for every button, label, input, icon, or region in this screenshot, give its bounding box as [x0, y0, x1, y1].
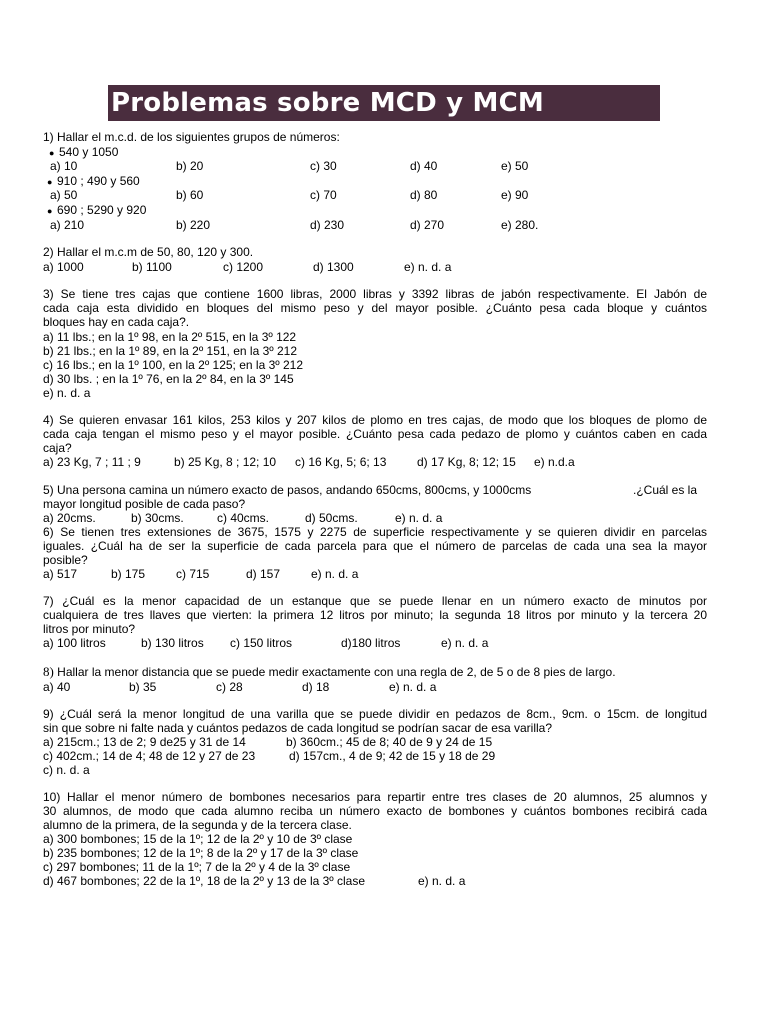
- problem-10-question-line-2: 30 alumnos, de modo que cada alumno reciba un número exacto de bombones y cuántos bombones recibirá cada: [43, 804, 707, 818]
- bullet-icon: ●: [47, 206, 53, 216]
- problem-10-option-a: a) 300 bombones; 15 de la 1º; 12 de la 2º y 10 de 3º clase: [43, 832, 353, 846]
- option-e: e) n. d. a: [311, 567, 359, 581]
- option-a: a) 20cms.: [43, 511, 96, 525]
- problem-3-option-a: a) 11 lbs.; en la 1º 98, en la 2º 515, en la 3º 122: [43, 330, 297, 344]
- problem-6-options: [43, 567, 723, 581]
- problem-3-option-b: b) 21 lbs.; en la 1º 89, en la 2º 151, en la 3º 212: [43, 344, 297, 358]
- option-a: a) 100 litros: [43, 636, 106, 650]
- problem-5-question-line-1: 5) Una persona camina un número exacto de pasos, andando 650cms, 800cms, y 1000cms: [43, 483, 532, 497]
- page-title: Problemas sobre MCD y MCM: [111, 88, 544, 118]
- option-a: a) 23 Kg, 7 ; 11 ; 9: [43, 455, 141, 469]
- problem-10-option-b: b) 235 bombones; 12 de la 1º; 8 de la 2º y 17 de la 3º clase: [43, 846, 359, 860]
- problem-2-options: [43, 260, 723, 274]
- option-b: b) 30cms.: [131, 511, 184, 525]
- problem-3-option-e: e) n. d. a: [43, 386, 91, 400]
- option-c: c) 30: [310, 159, 337, 173]
- option-c: c) 715: [176, 567, 210, 581]
- option-b: b) 130 litros: [141, 636, 204, 650]
- bullet-icon: ●: [47, 177, 53, 187]
- problem-1-group-1: ● 540 y 1050: [49, 145, 119, 159]
- problem-8-options: [43, 680, 723, 694]
- option-c: c) 28: [216, 680, 243, 694]
- problem-4-question-line-2: cada caja tengan el mismo peso y el mayor posible. ¿Cuánto pesa cada pedazo de plomo y cuántos caben en cada: [43, 427, 707, 441]
- option-d: d) 50cms.: [305, 511, 358, 525]
- option-d: d)180 litros: [341, 636, 401, 650]
- title-banner: [108, 85, 660, 121]
- problem-10-question-line-1: 10) Hallar el menor número de bombones necesarios para repartir entre tres clases de 20 alumnos, 25 alumnos y: [43, 790, 707, 804]
- problem-7-options: [43, 636, 723, 650]
- problem-4-question-line-1: 4) Se quieren envasar 161 kilos, 253 kilos y 207 kilos de plomo en tres cajas, de modo que los bloques de plomo de: [43, 413, 707, 427]
- problem-6-question-line-3: posible?: [43, 553, 88, 567]
- option-a: a) 10: [50, 159, 78, 173]
- option-e: e) n. d. a: [395, 511, 443, 525]
- option-c: c) 16 Kg, 5; 6; 13: [295, 455, 387, 469]
- option-d: d) 270: [410, 218, 445, 232]
- option-e: e) 90: [501, 188, 529, 202]
- option-e: e) n. d. a: [389, 680, 437, 694]
- problem-3-question-line-2: cada caja esta dividido en bloques del mismo peso y del mayor posible. ¿Cuánto pesa cada bloque y cuántos: [43, 301, 707, 315]
- option-a: a) 50: [50, 188, 78, 202]
- problem-9-option-b: b) 360cm.; 45 de 8; 40 de 9 y 24 de 15: [286, 735, 493, 749]
- problem-6-question-line-2: iguales. ¿Cuál ha de ser la superficie de cada parcela para que el número de parcelas de cada una sea la mayor: [43, 539, 707, 553]
- option-d: d) 1300: [313, 260, 354, 274]
- problem-2-question: 2) Hallar el m.c.m de 50, 80, 120 y 300.: [43, 245, 254, 259]
- option-e: e) n.d.a: [534, 455, 575, 469]
- problem-3-option-c: c) 16 lbs.; en la 1º 100, en la 2º 125; en la 3º 212: [43, 358, 303, 372]
- option-c: d) 230: [310, 218, 345, 232]
- problem-9-option-c: c) 402cm.; 14 de 4; 48 de 12 y 27 de 23: [43, 749, 256, 763]
- option-d: d) 18: [302, 680, 330, 694]
- option-b: b) 35: [129, 680, 157, 694]
- option-e: e) 50: [501, 159, 529, 173]
- problem-5-options: [43, 511, 723, 525]
- problem-7-question-line-3: litros por minuto?: [43, 622, 136, 636]
- problem-8-number: 8): [43, 664, 54, 679]
- problem-1-group-3: ● 690 ; 5290 y 920: [47, 203, 147, 217]
- option-c: c) 1200: [223, 260, 264, 274]
- problem-4-options: [43, 455, 723, 469]
- option-a: a) 40: [43, 680, 71, 694]
- option-b: b) 175: [111, 567, 146, 581]
- problem-9-option-e: c) n. d. a: [43, 763, 90, 777]
- problem-1-group-2-options: [43, 188, 723, 202]
- option-c: c) 40cms.: [217, 511, 270, 525]
- bullet-icon: ●: [49, 148, 55, 158]
- problem-10-option-c: c) 297 bombones; 11 de la 1º; 7 de la 2º y 4 de la 3º clase: [43, 860, 351, 874]
- option-b: b) 25 Kg, 8 ; 12; 10: [174, 455, 277, 469]
- problem-10-option-e: e) n. d. a: [418, 874, 466, 888]
- option-a: a) 517: [43, 567, 78, 581]
- problem-10-question-line-3: alumno de la primera, de la segunda y de la tercera clase.: [43, 818, 352, 832]
- option-d: d) 80: [410, 188, 438, 202]
- option-d: d) 157: [246, 567, 281, 581]
- option-b: b) 60: [176, 188, 204, 202]
- problem-4-question-line-3: caja?: [43, 441, 72, 455]
- option-d: d) 40: [410, 159, 438, 173]
- problem-9-option-d: d) 157cm., 4 de 9; 42 de 15 y 18 de 29: [289, 749, 496, 763]
- problem-1-group-2: ● 910 ; 490 y 560: [47, 174, 140, 188]
- problem-1-group-1-options: [43, 159, 723, 173]
- option-b: b) 1100: [132, 260, 172, 274]
- problem-9-option-a: a) 215cm.; 13 de 2; 9 de25 y 31 de 14: [43, 735, 246, 749]
- problem-5-question-line-2: mayor longitud posible de cada paso?: [43, 497, 246, 511]
- problem-5-question-line-1-end: .¿Cuál es la: [633, 483, 698, 497]
- problem-6-question-line-1: 6) Se tienen tres extensiones de 3675, 1575 y 2275 de superficie respectivamente y se quieren dividir en parcelas: [43, 525, 707, 539]
- problem-9-question-line-1: 9) ¿Cuál será la menor longitud de una varilla que se puede dividir en pedazos de 8cm., 9cm. o 15cm. de longitud: [43, 707, 707, 721]
- problem-8-question: 8) Hallar la menor distancia que se puede medir exactamente con una regla de 2, de 5 o de 8 pies de largo.: [43, 664, 616, 679]
- problem-7-question-line-2: cualquiera de tres llaves que vierten: la primera 12 litros por minuto; la segunda 18 litros por minuto y la tercera 20: [43, 608, 707, 622]
- problem-3-question-line-3: bloques hay en cada caja?.: [43, 315, 190, 329]
- problem-7-question-line-1: 7) ¿Cuál es la menor capacidad de un estanque que se puede llenar en un número exacto de minutos por: [43, 594, 707, 608]
- option-c: c) 150 litros: [230, 636, 293, 650]
- problem-3-question-line-1: 3) Se tiene tres cajas que contiene 1600 libras, 2000 libras y 3392 libras de jabón respectivamente. El Jabón de: [43, 287, 707, 301]
- option-e: e) n. d. a: [441, 636, 489, 650]
- option-a: a) 1000: [43, 260, 84, 274]
- option-b: b) 20: [176, 159, 204, 173]
- option-e: e) 280.: [501, 218, 539, 232]
- problem-10-option-d: d) 467 bombones; 22 de la 1º, 18 de la 2º y 13 de la 3º clase: [43, 874, 366, 888]
- option-d: d) 17 Kg, 8; 12; 15: [417, 455, 516, 469]
- problem-1-question: 1) Hallar el m.c.d. de los siguientes grupos de números:: [43, 130, 340, 144]
- problem-3-option-d: d) 30 lbs. ; en la 1º 76, en la 2º 84, en la 3º 145: [43, 372, 294, 386]
- option-a: a) 210: [50, 218, 85, 232]
- option-e: e) n. d. a: [404, 260, 452, 274]
- option-c: c) 70: [310, 188, 337, 202]
- problem-9-question-line-2: sin que sobre ni falte nada y cuántos pedazos de cada longitud se podrían sacar de esa varilla?: [43, 721, 553, 735]
- problem-1-group-3-options: [43, 218, 723, 232]
- option-b: b) 220: [176, 218, 211, 232]
